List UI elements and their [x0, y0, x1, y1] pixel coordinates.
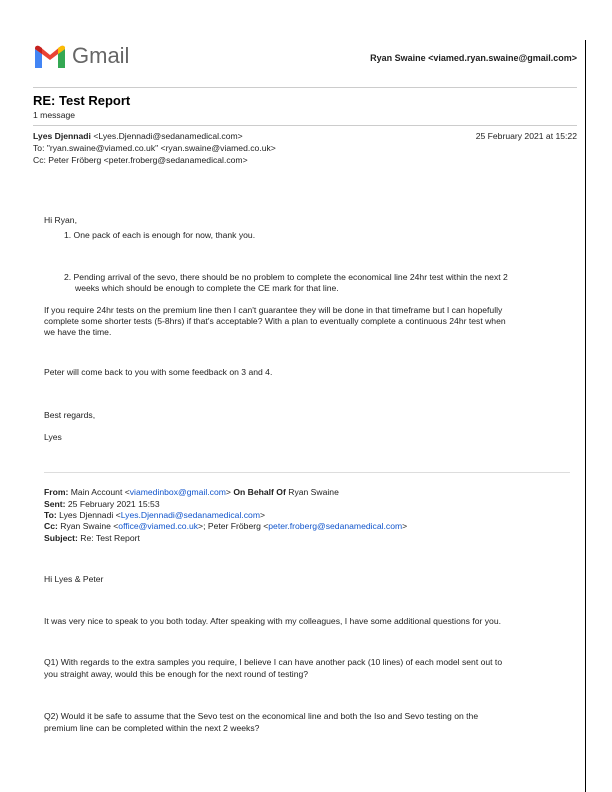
label: Sent:	[44, 499, 66, 509]
label: Subject:	[44, 533, 78, 543]
quoted-intro: It was very nice to speak to you both today. After speaking with my colleagues, I have some additional questions for you.	[44, 616, 501, 626]
sender-line	[33, 131, 243, 141]
quoted-subject	[44, 533, 140, 543]
quoted-cc	[44, 521, 407, 531]
sender-name: Lyes Djennadi	[33, 131, 91, 141]
divider	[33, 125, 577, 126]
text: Ryan Swaine	[288, 487, 339, 497]
account-label: Ryan Swaine <viamed.ryan.swaine@gmail.com>	[370, 53, 577, 63]
text: Ryan Swaine <	[60, 521, 119, 531]
text: >	[402, 521, 408, 531]
body-paragraph: If you require 24hr tests on the premium line then I can't guarantee they will be done in that timeframe but I can hopefully	[44, 305, 503, 315]
label: From:	[44, 487, 69, 497]
text: >	[259, 510, 266, 520]
thread-subject: RE: Test Report	[33, 93, 131, 108]
question-1: Q1) With regards to the extra samples you require, I believe I can have another pack (10 lines) of each model sent out to	[44, 657, 503, 667]
text: Lyes Djennadi <	[59, 510, 121, 520]
text: >; Peter Fröberg <	[198, 521, 269, 531]
question-1-cont: you straight away, would this be enough for the next round of testing?	[44, 669, 309, 679]
list-item-1: 1. One pack of each is enough for now, thank you.	[64, 230, 256, 240]
label: To:	[44, 510, 57, 520]
body-paragraph: complete some shorter tests (5-8hrs) if that's acceptable? With a plan to eventually complete a continuous 24hr test when	[44, 316, 506, 326]
question-2: Q2) Would it be safe to assume that the Sevo test on the economical line and both the Iso and Sevo testing on the	[44, 711, 479, 721]
email-link[interactable]: peter.froberg@sedanamedical.com	[268, 521, 403, 531]
text: Re: Test Report	[80, 533, 140, 543]
email-link[interactable]: office@viamed.co.uk	[118, 521, 199, 531]
text: Main Account <	[70, 487, 130, 497]
quoted-sent	[44, 499, 160, 509]
message-count: 1 message	[33, 110, 76, 120]
divider	[33, 87, 577, 88]
to-line: To: "ryan.swaine@viamed.co.uk" <ryan.swaine@viamed.co.uk>	[33, 143, 276, 153]
signature: Lyes	[44, 432, 62, 442]
body-paragraph: we have the time.	[44, 327, 112, 337]
text: >	[225, 487, 231, 497]
email-link[interactable]: viamedinbox@gmail.com	[129, 487, 226, 497]
greeting: Hi Ryan,	[44, 215, 77, 225]
text: 25 February 2021 15:53	[67, 499, 160, 509]
list-item-2: 2. Pending arrival of the sevo, there should be no problem to complete the economical line 24hr test within the next 2	[64, 272, 508, 282]
quote-divider	[44, 472, 570, 473]
gmail-logo-text: Gmail	[72, 43, 130, 68]
label: Cc:	[44, 521, 58, 531]
cc-line: Cc: Peter Fröberg <peter.froberg@sedanamedical.com>	[33, 155, 248, 165]
quoted-from	[44, 487, 339, 497]
quoted-greeting: Hi Lyes & Peter	[44, 574, 104, 584]
label: On Behalf Of	[233, 487, 286, 497]
quoted-to	[44, 510, 265, 520]
email-link[interactable]: Lyes.Djennadi@sedanamedical.com	[120, 510, 260, 520]
message-date: 25 February 2021 at 15:22	[475, 131, 577, 141]
page-border	[585, 40, 586, 792]
sender-email: <Lyes.Djennadi@sedanamedical.com>	[93, 131, 243, 141]
closing: Best regards,	[44, 410, 96, 420]
body-paragraph: Peter will come back to you with some feedback on 3 and 4.	[44, 367, 273, 377]
question-2-cont: premium line can be completed within the next 2 weeks?	[44, 723, 260, 733]
list-item-2-cont: weeks which should be enough to complete the CE mark for that line.	[75, 283, 339, 293]
gmail-logo-icon	[35, 45, 65, 68]
